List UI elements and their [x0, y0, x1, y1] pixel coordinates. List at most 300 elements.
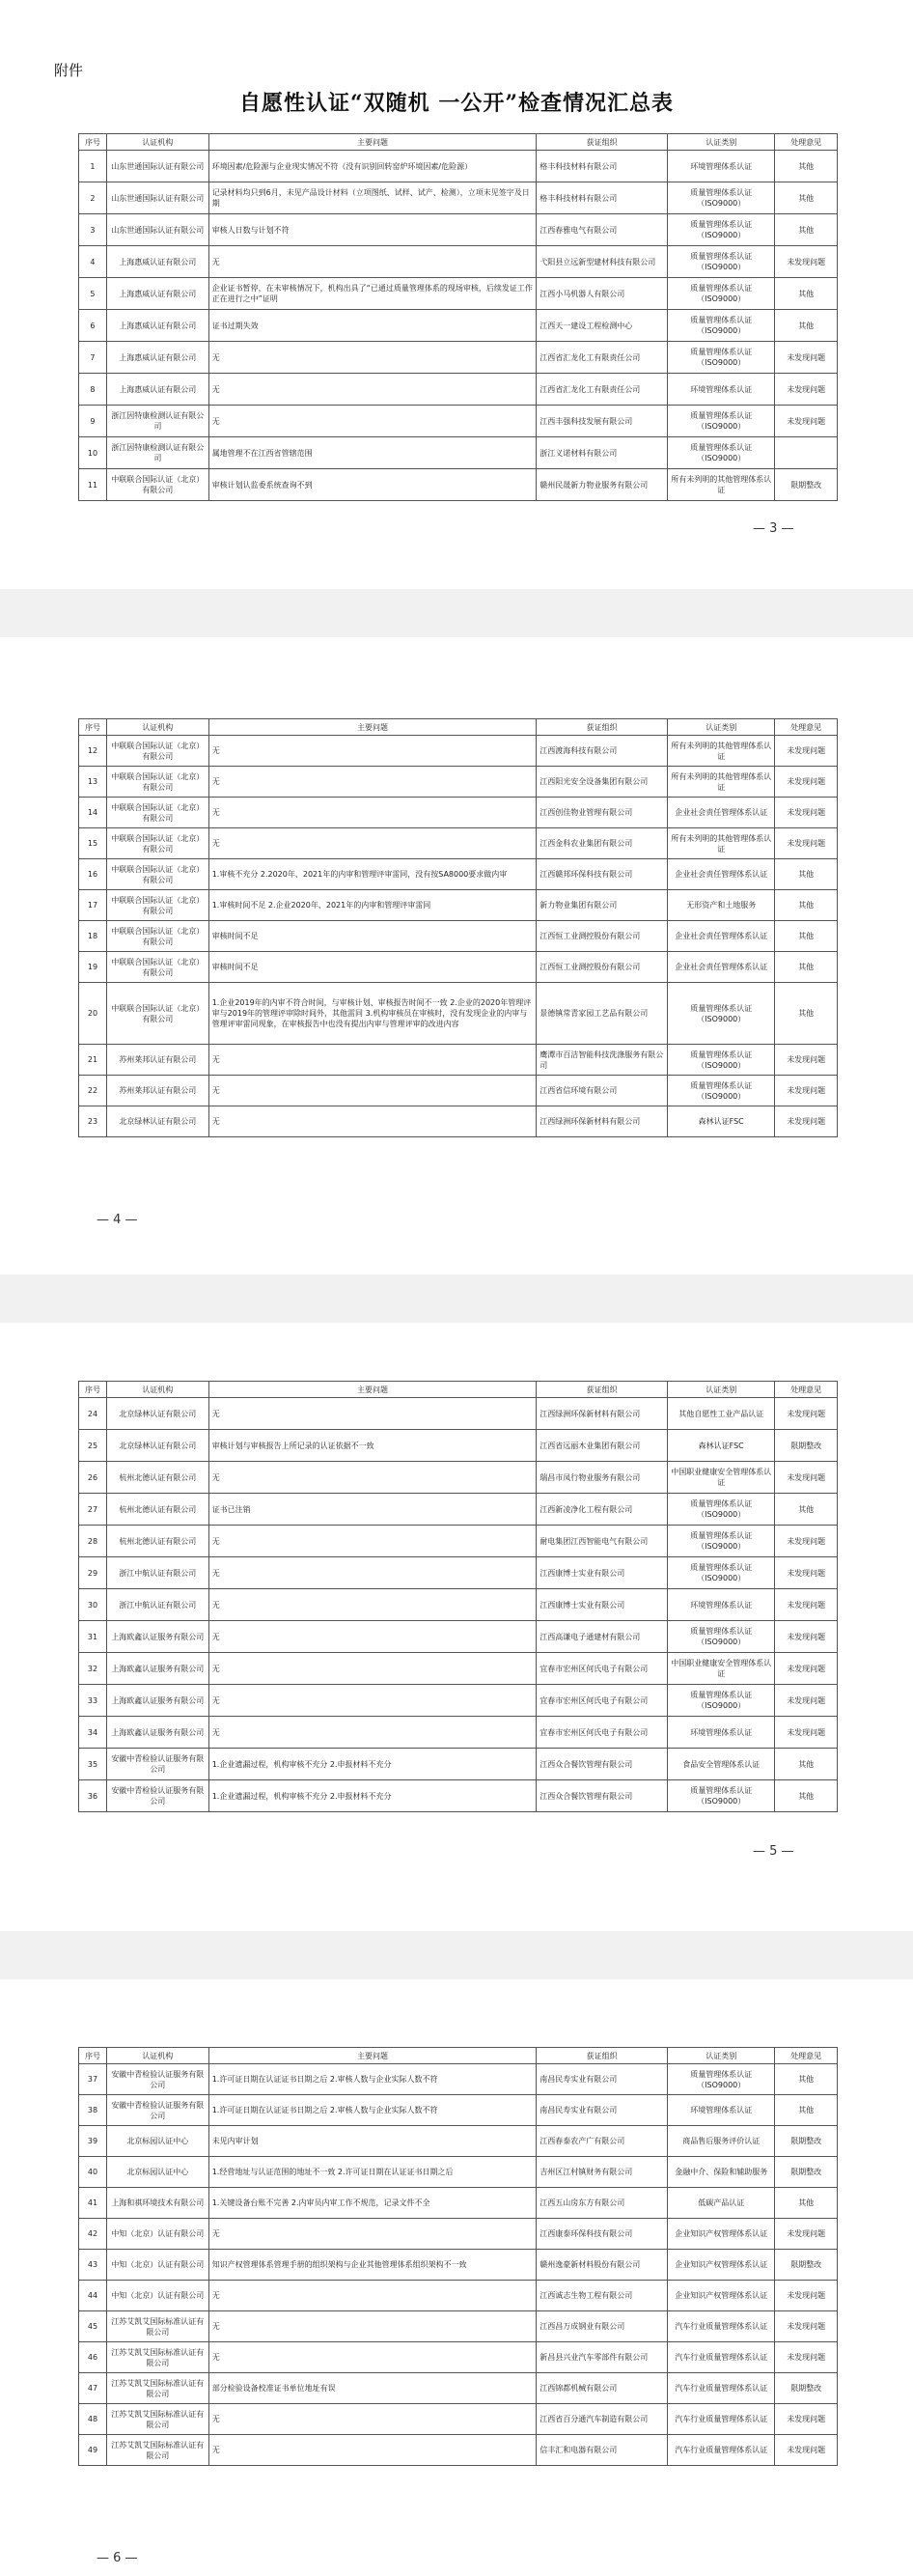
- certified-organization-cell: 宜春市宏州区何氏电子有限公司: [537, 1717, 668, 1749]
- certification-type-cell: 金融中介、保险和辅助服务: [668, 2157, 775, 2188]
- row-number-cell: 32: [79, 1653, 107, 1685]
- main-problem-cell: 未见内审计划: [208, 2126, 537, 2157]
- certified-organization-cell: 江西春泰农产广有限公司: [537, 2126, 668, 2157]
- main-problem-cell: 无: [208, 828, 537, 859]
- certification-type-cell: 质量管理体系认证（ISO9000）: [668, 310, 775, 342]
- main-problem-cell: 无: [208, 406, 537, 437]
- header-result: 处理意见: [775, 719, 838, 736]
- row-number-cell: 38: [79, 2095, 107, 2126]
- certified-organization-cell: 宜春市宏州区何氏电子有限公司: [537, 1685, 668, 1717]
- certification-body-cell: 北京标园认证中心: [106, 2157, 208, 2188]
- table-row: [79, 374, 838, 406]
- row-number-cell: 35: [79, 1749, 107, 1780]
- table-row: [79, 1045, 838, 1076]
- certified-organization-cell: 江西康泰环保科技有限公司: [537, 2219, 668, 2250]
- row-number-cell: 2: [79, 182, 107, 214]
- table-row: [79, 2311, 838, 2342]
- handling-opinion-cell: 未发现问题: [775, 1685, 838, 1717]
- main-problem-cell: 审核时间不足: [208, 952, 537, 983]
- handling-opinion-cell: 其他: [775, 214, 838, 246]
- certified-organization-cell: 赣州民晟新力物业服务有限公司: [537, 469, 668, 501]
- row-number-cell: 28: [79, 1526, 107, 1557]
- certification-type-cell: 质量管理体系认证（ISO9000）: [668, 1045, 775, 1076]
- main-problem-cell: 审核时间不足: [208, 921, 537, 952]
- certification-body-cell: 江苏艾凯艾国际标准认证有限公司: [106, 2373, 208, 2404]
- certification-body-cell: 中联联合国际认证（北京）有限公司: [106, 798, 208, 828]
- certification-body-cell: 上海欧鑫认证服务有限公司: [106, 1685, 208, 1717]
- table-row: [79, 2435, 838, 2466]
- table-header-row: [79, 719, 838, 736]
- handling-opinion-cell: 未发现问题: [775, 1076, 838, 1106]
- row-number-cell: 45: [79, 2311, 107, 2342]
- handling-opinion-cell: 未发现问题: [775, 1589, 838, 1621]
- table-row: [79, 2095, 838, 2126]
- certification-type-cell: 质量管理体系认证（ISO9000）: [668, 1076, 775, 1106]
- certification-body-cell: 浙江因特康检测认证有限公司: [106, 437, 208, 469]
- handling-opinion-cell: 未发现问题: [775, 1106, 838, 1137]
- table-header-row: [79, 1382, 838, 1398]
- certification-body-cell: 山东世通国际认证有限公司: [106, 151, 208, 182]
- header-org: 认证机构: [106, 719, 208, 736]
- table-row: [79, 1494, 838, 1526]
- table-row: [79, 828, 838, 859]
- certification-type-cell: 企业社会责任管理体系认证: [668, 952, 775, 983]
- certified-organization-cell: 江西众合餐饮管理有限公司: [537, 1780, 668, 1812]
- handling-opinion-cell: 其他: [775, 2064, 838, 2095]
- certified-organization-cell: 浙江义诺材料有限公司: [537, 437, 668, 469]
- certified-organization-cell: 江西恒工业测控股份有限公司: [537, 921, 668, 952]
- handling-opinion-cell: 其他: [775, 1749, 838, 1780]
- certification-type-cell: 质量管理体系认证（ISO9000）: [668, 1685, 775, 1717]
- row-number-cell: 17: [79, 890, 107, 921]
- handling-opinion-cell: 未发现问题: [775, 736, 838, 767]
- table-row: [79, 2281, 838, 2311]
- certified-organization-cell: 江西绿洲环保新材料有限公司: [537, 1398, 668, 1430]
- certification-body-cell: 北京标园认证中心: [106, 2126, 208, 2157]
- table-body-4: [79, 2064, 838, 2466]
- row-number-cell: 37: [79, 2064, 107, 2095]
- header-no: 序号: [79, 134, 107, 151]
- table-row: [79, 342, 838, 374]
- handling-opinion-cell: 未发现问题: [775, 406, 838, 437]
- table-body-3: [79, 1398, 838, 1812]
- table-row: [79, 1589, 838, 1621]
- certified-organization-cell: 格丰科技材料有限公司: [537, 151, 668, 182]
- row-number-cell: 48: [79, 2404, 107, 2435]
- table-row: [79, 1780, 838, 1812]
- certification-type-cell: 中国职业健康安全管理体系认证: [668, 1653, 775, 1685]
- table-row: [79, 2373, 838, 2404]
- certification-type-cell: 质量管理体系认证（ISO9000）: [668, 246, 775, 278]
- row-number-cell: 27: [79, 1494, 107, 1526]
- certified-organization-cell: 耐电集团江西智能电气有限公司: [537, 1526, 668, 1557]
- main-problem-cell: 无: [208, 1621, 537, 1653]
- main-problem-cell: 无: [208, 1526, 537, 1557]
- certification-body-cell: 中联联合国际认证（北京）有限公司: [106, 469, 208, 501]
- header-type: 认证类别: [668, 2048, 775, 2064]
- header-type: 认证类别: [668, 719, 775, 736]
- main-problem-cell: 无: [208, 374, 537, 406]
- row-number-cell: 10: [79, 437, 107, 469]
- row-number-cell: 11: [79, 469, 107, 501]
- main-problem-cell: 1.企业遗漏过程，机构审核不充分 2.申报材料不充分: [208, 1780, 537, 1812]
- header-result: 处理意见: [775, 134, 838, 151]
- certified-organization-cell: 江西康博士实业有限公司: [537, 1589, 668, 1621]
- document-page-1: [0, 0, 913, 589]
- handling-opinion-cell: 其他: [775, 983, 838, 1045]
- handling-opinion-cell: 未发现问题: [775, 2219, 838, 2250]
- main-problem-cell: 无: [208, 1076, 537, 1106]
- handling-opinion-cell: 其他: [775, 1780, 838, 1812]
- main-problem-cell: 审核人日数与计划不符: [208, 214, 537, 246]
- handling-opinion-cell: 未发现问题: [775, 798, 838, 828]
- certification-type-cell: 所有未列明的其他管理体系认证: [668, 828, 775, 859]
- row-number-cell: 4: [79, 246, 107, 278]
- handling-opinion-cell: 未发现问题: [775, 342, 838, 374]
- certification-type-cell: 无形资产和土地服务: [668, 890, 775, 921]
- certification-type-cell: 汽车行业质量管理体系认证: [668, 2373, 775, 2404]
- certified-organization-cell: 格丰科技材料有限公司: [537, 182, 668, 214]
- header-certified: 获证组织: [537, 2048, 668, 2064]
- certified-organization-cell: 南昌民寿实业有限公司: [537, 2095, 668, 2126]
- row-number-cell: 13: [79, 767, 107, 798]
- certified-organization-cell: 江西丰强科技发展有限公司: [537, 406, 668, 437]
- main-problem-cell: 1.许可证日期在认证证书日期之后 2.审核人数与企业实际人数不符: [208, 2095, 537, 2126]
- certification-type-cell: 食品安全管理体系认证: [668, 1749, 775, 1780]
- row-number-cell: 47: [79, 2373, 107, 2404]
- table-row: [79, 1557, 838, 1589]
- main-problem-cell: 1.企业2019年的内审不符合时间，与审核计划、审核报告时间不一致 2.企业的2020年管理评审与2019年的管理评审除时间外，其他雷同 3.机构审核员在审核时，没有发现企业的内审与管理评审雷同现象，在审核报告中也没有提出内审与管理评审的改进内容: [208, 983, 537, 1045]
- table-row: [79, 921, 838, 952]
- table-row: [79, 1106, 838, 1137]
- handling-opinion-cell: 其他: [775, 952, 838, 983]
- row-number-cell: 3: [79, 214, 107, 246]
- main-problem-cell: 无: [208, 1589, 537, 1621]
- certification-body-cell: 江苏艾凯艾国际标准认证有限公司: [106, 2342, 208, 2373]
- row-number-cell: 26: [79, 1462, 107, 1494]
- row-number-cell: 20: [79, 983, 107, 1045]
- row-number-cell: 7: [79, 342, 107, 374]
- main-problem-cell: 无: [208, 767, 537, 798]
- table-row: [79, 1621, 838, 1653]
- row-number-cell: 34: [79, 1717, 107, 1749]
- handling-opinion-cell: 未发现问题: [775, 1045, 838, 1076]
- certified-organization-cell: 江西小马机器人有限公司: [537, 278, 668, 310]
- certified-organization-cell: 江西高谦电子通建材有限公司: [537, 1621, 668, 1653]
- certification-type-cell: 所有未列明的其他管理体系认证: [668, 767, 775, 798]
- row-number-cell: 31: [79, 1621, 107, 1653]
- handling-opinion-cell: 未发现问题: [775, 1621, 838, 1653]
- certification-body-cell: 杭州北德认证有限公司: [106, 1462, 208, 1494]
- row-number-cell: 8: [79, 374, 107, 406]
- table-row: [79, 437, 838, 469]
- row-number-cell: 49: [79, 2435, 107, 2466]
- row-number-cell: 23: [79, 1106, 107, 1137]
- certification-body-cell: 山东世通国际认证有限公司: [106, 182, 208, 214]
- table-row: [79, 310, 838, 342]
- main-problem-cell: 无: [208, 2342, 537, 2373]
- certification-type-cell: 质量管理体系认证（ISO9000）: [668, 406, 775, 437]
- table-body-2: [79, 736, 838, 1137]
- certification-type-cell: 质量管理体系认证（ISO9000）: [668, 1557, 775, 1589]
- certification-body-cell: 中知（北京）认证有限公司: [106, 2219, 208, 2250]
- main-problem-cell: 无: [208, 2281, 537, 2311]
- certification-body-cell: 上海欧鑫认证服务有限公司: [106, 1621, 208, 1653]
- row-number-cell: 12: [79, 736, 107, 767]
- table-row: [79, 736, 838, 767]
- handling-opinion-cell: 限期整改: [775, 2373, 838, 2404]
- certification-type-cell: 汽车行业质量管理体系认证: [668, 2404, 775, 2435]
- row-number-cell: 19: [79, 952, 107, 983]
- table-row: [79, 1462, 838, 1494]
- certification-body-cell: 上海惠威认证有限公司: [106, 342, 208, 374]
- certified-organization-cell: 江西天一建设工程检测中心: [537, 310, 668, 342]
- summary-table-4: [78, 2047, 838, 2466]
- certification-type-cell: 质量管理体系认证（ISO9000）: [668, 1621, 775, 1653]
- certification-body-cell: 上海惠威认证有限公司: [106, 310, 208, 342]
- certified-organization-cell: 江西春雅电气有限公司: [537, 214, 668, 246]
- handling-opinion-cell: 未发现问题: [775, 246, 838, 278]
- certification-body-cell: 浙江中航认证有限公司: [106, 1557, 208, 1589]
- certification-body-cell: 中联联合国际认证（北京）有限公司: [106, 983, 208, 1045]
- header-result: 处理意见: [775, 1382, 838, 1398]
- certification-type-cell: 企业社会责任管理体系认证: [668, 921, 775, 952]
- table-row: [79, 2250, 838, 2281]
- certified-organization-cell: 江西绿洲环保新材料有限公司: [537, 1106, 668, 1137]
- main-problem-cell: 无: [208, 2311, 537, 2342]
- certification-body-cell: 浙江中航认证有限公司: [106, 1589, 208, 1621]
- certification-body-cell: 浙江因特康检测认证有限公司: [106, 406, 208, 437]
- header-problem: 主要问题: [208, 719, 537, 736]
- table-row: [79, 1717, 838, 1749]
- table-row: [79, 798, 838, 828]
- table-row: [79, 859, 838, 890]
- handling-opinion-cell: 其他: [775, 310, 838, 342]
- certified-organization-cell: 江西省汇龙化工有限责任公司: [537, 342, 668, 374]
- main-problem-cell: 1.许可证日期在认证证书日期之后 2.审核人数与企业实际人数不符: [208, 2064, 537, 2095]
- certification-body-cell: 苏州莱邦认证有限公司: [106, 1076, 208, 1106]
- header-org: 认证机构: [106, 2048, 208, 2064]
- main-problem-cell: 证书已注销: [208, 1494, 537, 1526]
- document-page-2: [0, 637, 913, 1274]
- header-result: 处理意见: [775, 2048, 838, 2064]
- certification-type-cell: 质量管理体系认证（ISO9000）: [668, 983, 775, 1045]
- document-page-3: [0, 1323, 913, 1931]
- row-number-cell: 16: [79, 859, 107, 890]
- table-row: [79, 182, 838, 214]
- main-problem-cell: 记录材料均只到6月，未见产品设计材料（立项图纸、试样、试产、检测），立项未见签字及日期: [208, 182, 537, 214]
- certification-type-cell: 质量管理体系认证（ISO9000）: [668, 2064, 775, 2095]
- table-row: [79, 1526, 838, 1557]
- main-problem-cell: 无: [208, 1398, 537, 1430]
- main-problem-cell: 无: [208, 1045, 537, 1076]
- handling-opinion-cell: 未发现问题: [775, 2404, 838, 2435]
- certification-body-cell: 北京绿林认证有限公司: [106, 1106, 208, 1137]
- certification-type-cell: 环境管理体系认证: [668, 374, 775, 406]
- handling-opinion-cell: 其他: [775, 278, 838, 310]
- certified-organization-cell: 江西诚志生物工程有限公司: [537, 2281, 668, 2311]
- certification-type-cell: 环境管理体系认证: [668, 2095, 775, 2126]
- header-org: 认证机构: [106, 134, 208, 151]
- certified-organization-cell: 江西新凌净化工程有限公司: [537, 1494, 668, 1526]
- table-row: [79, 767, 838, 798]
- table-row: [79, 983, 838, 1045]
- certification-body-cell: 北京绿林认证有限公司: [106, 1398, 208, 1430]
- table-row: [79, 1653, 838, 1685]
- header-certified: 获证组织: [537, 719, 668, 736]
- certification-body-cell: 中联联合国际认证（北京）有限公司: [106, 890, 208, 921]
- certified-organization-cell: 江西康博士实业有限公司: [537, 1557, 668, 1589]
- certification-type-cell: 质量管理体系认证（ISO9000）: [668, 182, 775, 214]
- certified-organization-cell: 江西金科农业集团有限公司: [537, 828, 668, 859]
- main-problem-cell: 无: [208, 342, 537, 374]
- certification-body-cell: 安徽中青检验认证服务有限公司: [106, 2064, 208, 2095]
- certification-type-cell: 质量管理体系认证（ISO9000）: [668, 1780, 775, 1812]
- main-problem-cell: 无: [208, 1106, 537, 1137]
- certification-type-cell: 中国职业健康安全管理体系认证: [668, 1462, 775, 1494]
- main-problem-cell: 无: [208, 2404, 537, 2435]
- header-type: 认证类别: [668, 134, 775, 151]
- table-row: [79, 1076, 838, 1106]
- table-row: [79, 469, 838, 501]
- row-number-cell: 14: [79, 798, 107, 828]
- certification-type-cell: 森林认证FSC: [668, 1106, 775, 1137]
- handling-opinion-cell: 未发现问题: [775, 1462, 838, 1494]
- certification-body-cell: 中联联合国际认证（北京）有限公司: [106, 859, 208, 890]
- row-number-cell: 24: [79, 1398, 107, 1430]
- main-problem-cell: 无: [208, 1685, 537, 1717]
- row-number-cell: 46: [79, 2342, 107, 2373]
- table-row: [79, 1398, 838, 1430]
- certification-body-cell: 北京绿林认证有限公司: [106, 1430, 208, 1462]
- handling-opinion-cell: 未发现问题: [775, 2281, 838, 2311]
- handling-opinion-cell: 其他: [775, 890, 838, 921]
- main-problem-cell: 环境因素/危险源与企业现实情况不符（没有识别回转窑炉环境因素/危险源）: [208, 151, 537, 182]
- page-title: 自愿性认证“双随机 一公开”检查情况汇总表: [239, 91, 674, 116]
- certification-type-cell: 森林认证FSC: [668, 1430, 775, 1462]
- main-problem-cell: 部分检验设备校准证书单位地址有误: [208, 2373, 537, 2404]
- certification-type-cell: 企业社会责任管理体系认证: [668, 859, 775, 890]
- certification-type-cell: 商品售后服务评价认证: [668, 2126, 775, 2157]
- table-row: [79, 406, 838, 437]
- certification-body-cell: 中知（北京）认证有限公司: [106, 2250, 208, 2281]
- certification-body-cell: 中联联合国际认证（北京）有限公司: [106, 736, 208, 767]
- certification-body-cell: 杭州北德认证有限公司: [106, 1526, 208, 1557]
- certification-body-cell: 中知（北京）认证有限公司: [106, 2281, 208, 2311]
- main-problem-cell: 无: [208, 246, 537, 278]
- certification-body-cell: 安徽中青检验认证服务有限公司: [106, 1749, 208, 1780]
- certification-body-cell: 江苏艾凯艾国际标准认证有限公司: [106, 2311, 208, 2342]
- handling-opinion-cell: 未发现问题: [775, 374, 838, 406]
- handling-opinion-cell: 未发现问题: [775, 1526, 838, 1557]
- certification-type-cell: 企业知识产权管理体系认证: [668, 2250, 775, 2281]
- certification-body-cell: 上海惠威认证有限公司: [106, 246, 208, 278]
- handling-opinion-cell: 未发现问题: [775, 767, 838, 798]
- certified-organization-cell: 南昌民寿实业有限公司: [537, 2064, 668, 2095]
- handling-opinion-cell: 限期整改: [775, 2250, 838, 2281]
- row-number-cell: 39: [79, 2126, 107, 2157]
- table-row: [79, 151, 838, 182]
- handling-opinion-cell: 未发现问题: [775, 2311, 838, 2342]
- certification-body-cell: 中联联合国际认证（北京）有限公司: [106, 921, 208, 952]
- row-number-cell: 15: [79, 828, 107, 859]
- row-number-cell: 9: [79, 406, 107, 437]
- certification-body-cell: 中联联合国际认证（北京）有限公司: [106, 952, 208, 983]
- certification-type-cell: 质量管理体系认证（ISO9000）: [668, 437, 775, 469]
- header-no: 序号: [79, 719, 107, 736]
- table-header-row: [79, 134, 838, 151]
- certification-body-cell: 江苏艾凯艾国际标准认证有限公司: [106, 2435, 208, 2466]
- handling-opinion-cell: 限期整改: [775, 2157, 838, 2188]
- table-row: [79, 246, 838, 278]
- certification-type-cell: 企业知识产权管理体系认证: [668, 2219, 775, 2250]
- certified-organization-cell: 瑞昌市凤行物业服务有限公司: [537, 1462, 668, 1494]
- row-number-cell: 30: [79, 1589, 107, 1621]
- certification-type-cell: 质量管理体系认证（ISO9000）: [668, 342, 775, 374]
- certified-organization-cell: 新昌县兴业汽车零部件有限公司: [537, 2342, 668, 2373]
- certification-type-cell: 低碳产品认证: [668, 2188, 775, 2219]
- certified-organization-cell: 江西省信环境有限公司: [537, 1076, 668, 1106]
- certification-body-cell: 苏州莱邦认证有限公司: [106, 1045, 208, 1076]
- row-number-cell: 25: [79, 1430, 107, 1462]
- certified-organization-cell: 宜春市宏州区何氏电子有限公司: [537, 1653, 668, 1685]
- certified-organization-cell: 江西众合餐饮管理有限公司: [537, 1749, 668, 1780]
- table-row: [79, 2342, 838, 2373]
- main-problem-cell: 1.关键设备台账不完善 2.内审员内审工作不规范，记录文件不全: [208, 2188, 537, 2219]
- certification-type-cell: 质量管理体系认证（ISO9000）: [668, 1526, 775, 1557]
- handling-opinion-cell: 其他: [775, 2188, 838, 2219]
- main-problem-cell: 无: [208, 1653, 537, 1685]
- certified-organization-cell: 景德镇常青家园工艺品有限公司: [537, 983, 668, 1045]
- handling-opinion-cell: 其他: [775, 1494, 838, 1526]
- certification-body-cell: 山东世通国际认证有限公司: [106, 214, 208, 246]
- handling-opinion-cell: 其他: [775, 859, 838, 890]
- row-number-cell: 44: [79, 2281, 107, 2311]
- certification-body-cell: 上海惠威认证有限公司: [106, 374, 208, 406]
- table-row: [79, 1685, 838, 1717]
- page-number-6: — 6 —: [97, 2551, 138, 2565]
- main-problem-cell: 无: [208, 1462, 537, 1494]
- main-problem-cell: 无: [208, 1717, 537, 1749]
- certification-body-cell: 安徽中青检验认证服务有限公司: [106, 2095, 208, 2126]
- summary-table-2: [78, 718, 838, 1137]
- table-row: [79, 1430, 838, 1462]
- certified-organization-cell: 江西阳光安全设备集团有限公司: [537, 767, 668, 798]
- header-problem: 主要问题: [208, 134, 537, 151]
- handling-opinion-cell: 未发现问题: [775, 2435, 838, 2466]
- certification-type-cell: 企业知识产权管理体系认证: [668, 2281, 775, 2311]
- header-no: 序号: [79, 2048, 107, 2064]
- certification-body-cell: 上海欧鑫认证服务有限公司: [106, 1717, 208, 1749]
- handling-opinion-cell: 其他: [775, 151, 838, 182]
- handling-opinion-cell: 未发现问题: [775, 1557, 838, 1589]
- certified-organization-cell: 鹰潭市百洁智能科技洗涤服务有限公司: [537, 1045, 668, 1076]
- table-row: [79, 1749, 838, 1780]
- page-number-3: — 3 —: [753, 521, 794, 536]
- row-number-cell: 29: [79, 1557, 107, 1589]
- main-problem-cell: 无: [208, 2219, 537, 2250]
- row-number-cell: 43: [79, 2250, 107, 2281]
- table-body-1: [79, 151, 838, 501]
- page-separator: [0, 589, 913, 637]
- table-row: [79, 278, 838, 310]
- certified-organization-cell: 江西渡海科技有限公司: [537, 736, 668, 767]
- table-header-row: [79, 2048, 838, 2064]
- summary-table-3: [78, 1381, 838, 1812]
- main-problem-cell: 1.审核不充分 2.2020年、2021年的内审和管理评审雷同，没有按SA8000要求做内审: [208, 859, 537, 890]
- header-type: 认证类别: [668, 1382, 775, 1398]
- page-separator: [0, 1931, 913, 1979]
